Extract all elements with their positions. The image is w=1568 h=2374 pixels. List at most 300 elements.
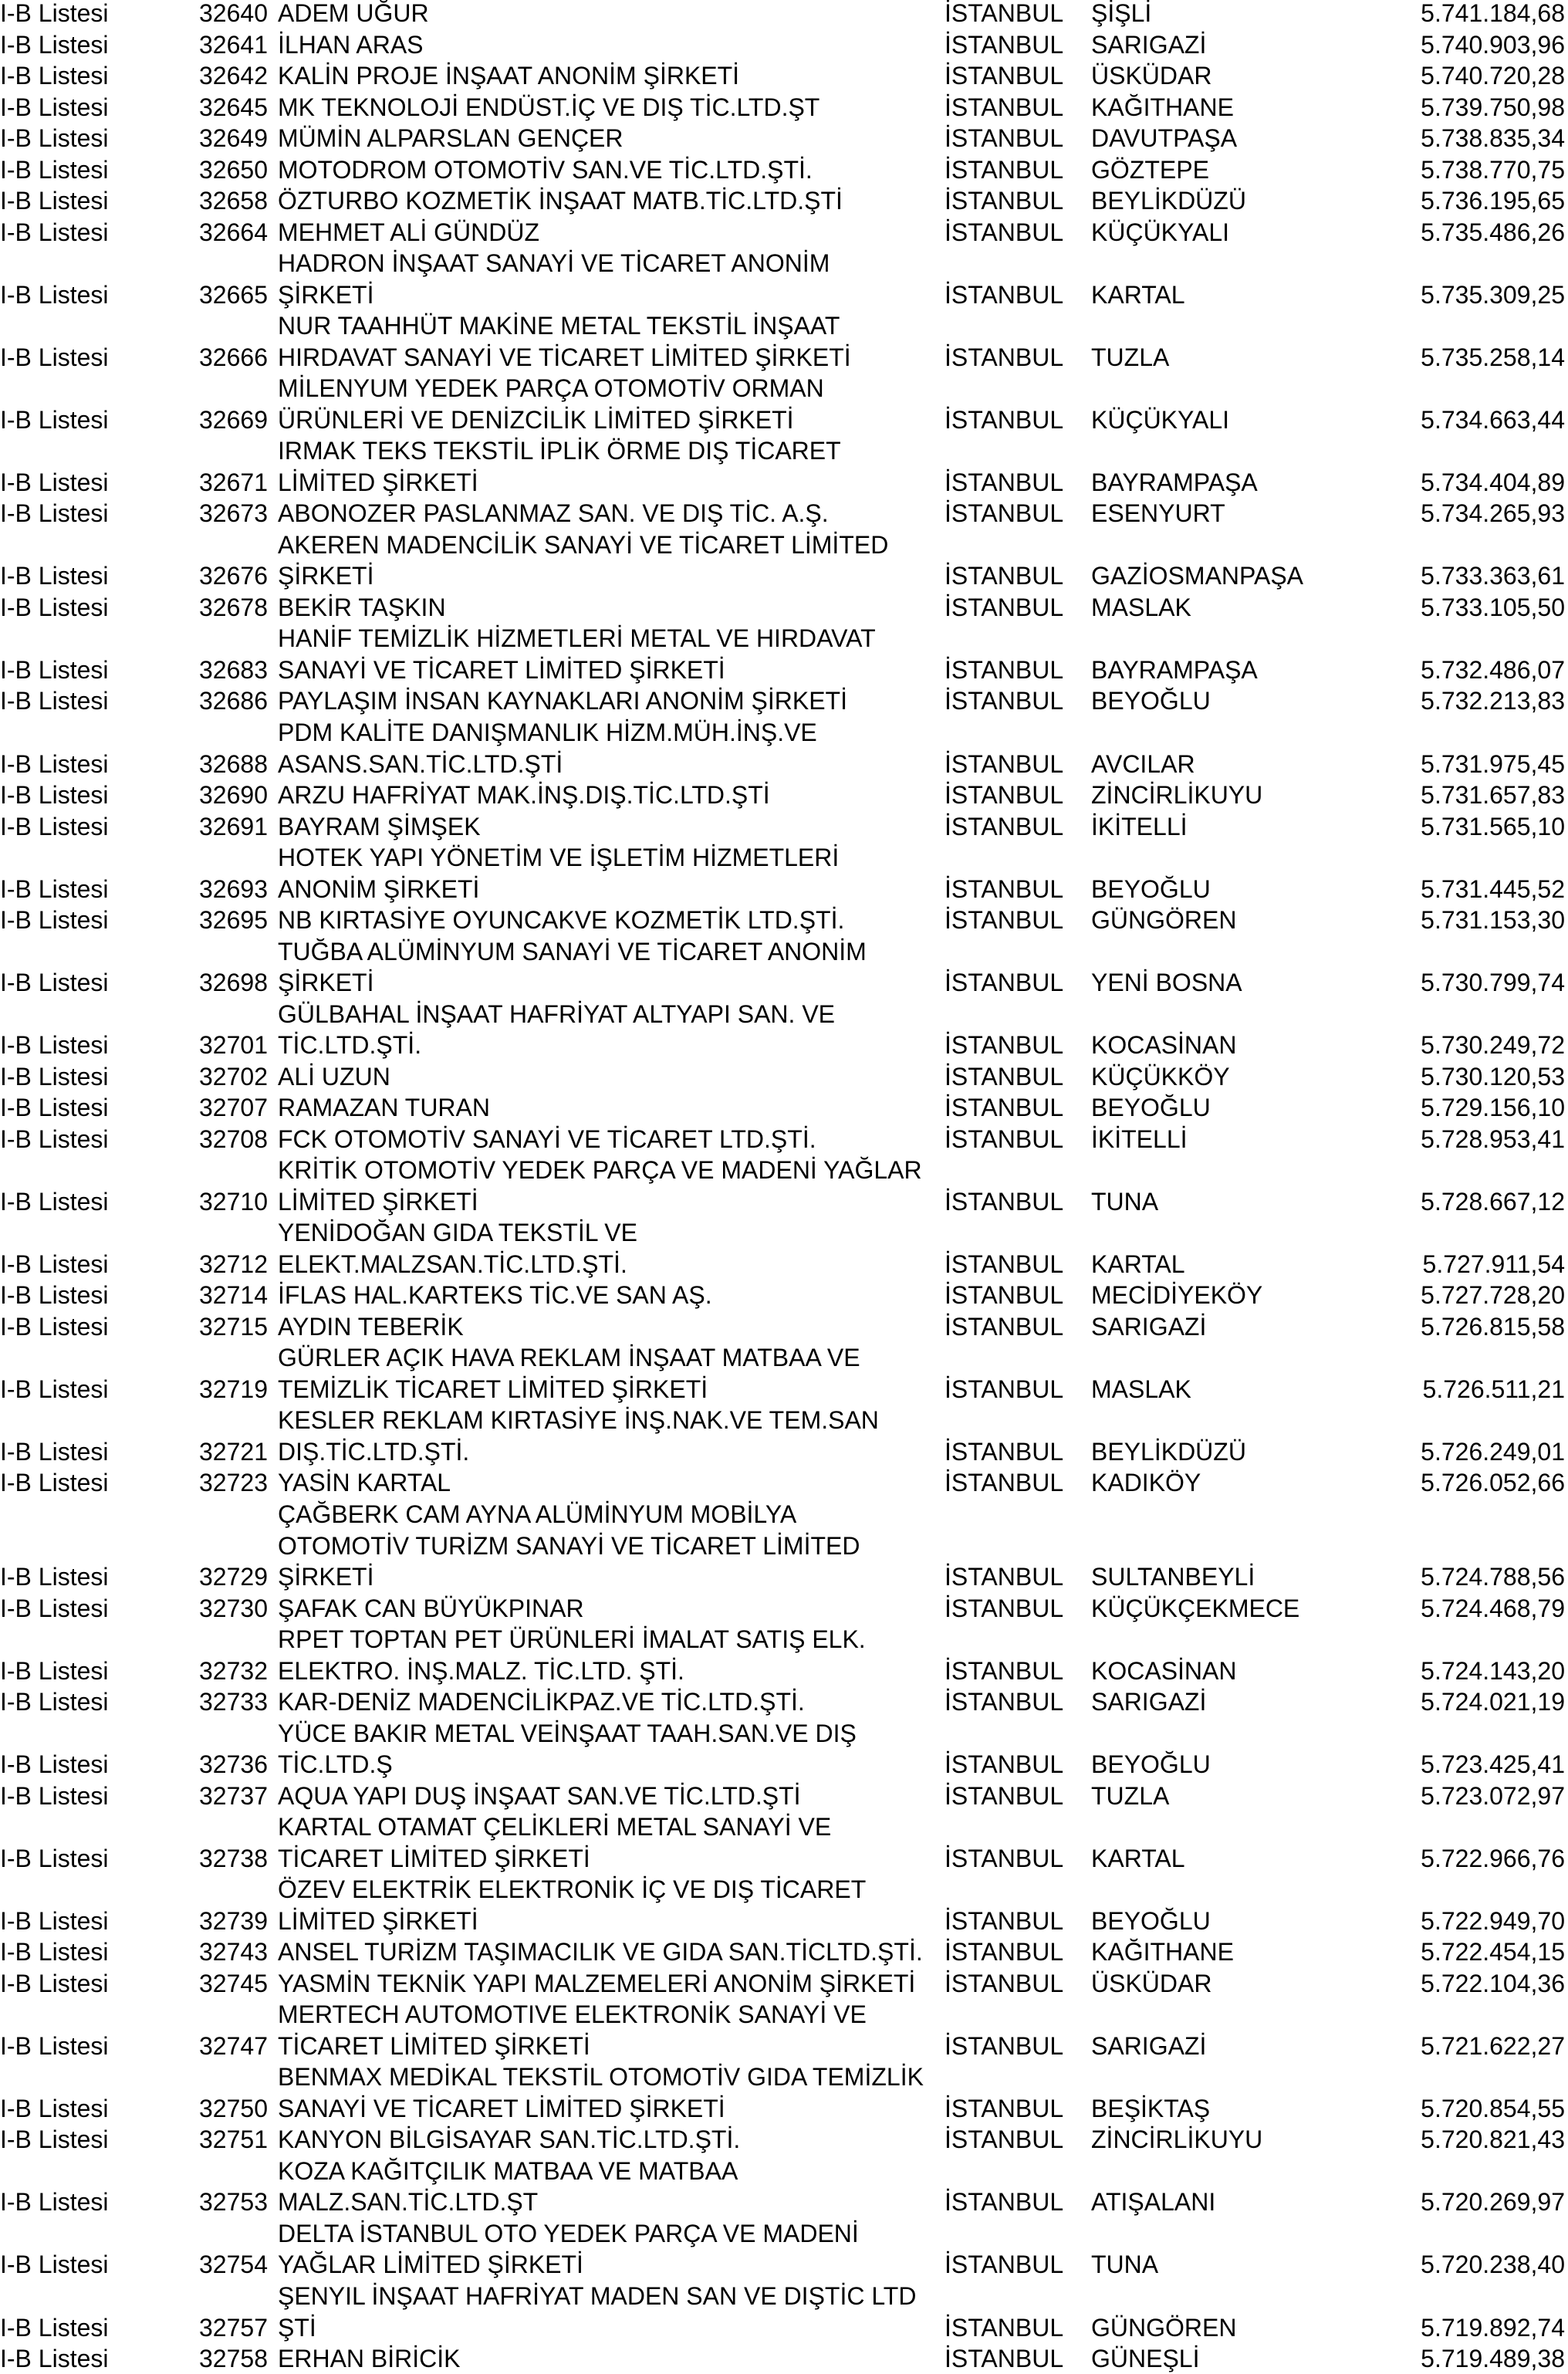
list-label: I-B Listesi [0, 1656, 109, 1685]
table-row [0, 1655, 1568, 1686]
district: KÜÇÜKKÖY [1091, 1062, 1230, 1091]
list-label: I-B Listesi [0, 655, 109, 684]
list-label: I-B Listesi [0, 499, 109, 528]
district: BEYOĞLU [1091, 874, 1211, 903]
table-row [0, 654, 1568, 685]
city: İSTANBUL [945, 969, 1064, 997]
district: KAĞITHANE [1091, 1938, 1234, 1966]
table-row [0, 29, 1568, 60]
table-row-continuation [0, 842, 1568, 873]
record-number: 32664 [199, 218, 268, 246]
city: İSTANBUL [945, 1906, 1064, 1935]
company-name: ŞİRKETİ [278, 562, 374, 590]
city: İSTANBUL [945, 749, 1064, 778]
amount-value: 5.738.770,75 [1421, 155, 1565, 184]
list-label: I-B Listesi [0, 1124, 109, 1153]
company-name: AKEREN MADENCİLİK SANAYİ VE TİCARET LİMİTED [278, 530, 889, 559]
table-row [0, 1780, 1568, 1811]
city: İSTANBUL [945, 1124, 1064, 1153]
table-row-continuation [0, 1499, 1568, 1530]
company-name: FCK OTOMOTİV SANAYİ VE TİCARET LTD.ŞTİ. [278, 1124, 816, 1153]
table-row [0, 279, 1568, 310]
list-label: I-B Listesi [0, 405, 109, 434]
district: DAVUTPAŞA [1091, 124, 1238, 153]
district: MECİDİYEKÖY [1091, 1281, 1263, 1310]
table-row [0, 749, 1568, 779]
city: İSTANBUL [945, 781, 1064, 809]
company-name: LİMİTED ŞİRKETİ [278, 468, 478, 496]
company-name: TEMİZLİK TİCARET LİMİTED ŞİRKETİ [278, 1375, 708, 1403]
district: ESENYURT [1091, 499, 1225, 528]
amount-value: 5.732.213,83 [1421, 687, 1565, 715]
table-row [0, 2343, 1568, 2374]
city: İSTANBUL [945, 1938, 1064, 1966]
record-number: 32743 [199, 1938, 268, 1966]
company-name: YASMİN TEKNİK YAPI MALZEMELERİ ANONİM ŞİRKETİ [278, 1969, 916, 1997]
company-name: ANSEL TURİZM TAŞIMACILIK VE GIDA SAN.TİCLTD.ŞTİ. [278, 1938, 923, 1966]
city: İSTANBUL [945, 62, 1064, 90]
amount-value: 5.721.622,27 [1421, 2031, 1565, 2060]
table-row-continuation [0, 310, 1568, 341]
company-name: RPET TOPTAN PET ÜRÜNLERİ İMALAT SATIŞ ELK. [278, 1625, 866, 1653]
record-number: 32751 [199, 2125, 268, 2154]
company-name: GÜRLER AÇIK HAVA REKLAM İNŞAAT MATBAA VE [278, 1344, 860, 1372]
list-label: I-B Listesi [0, 593, 109, 621]
district: KÜÇÜKÇEKMECE [1091, 1594, 1300, 1622]
list-label: I-B Listesi [0, 781, 109, 809]
amount-value: 5.723.425,41 [1421, 1750, 1565, 1779]
record-number: 32714 [199, 1281, 268, 1310]
district: KOCASİNAN [1091, 1031, 1237, 1060]
district: BEYOĞLU [1091, 1094, 1211, 1122]
record-number: 32707 [199, 1094, 268, 1122]
district: ATIŞALANI [1091, 2188, 1216, 2217]
company-name: ANONİM ŞİRKETİ [278, 874, 480, 903]
amount-value: 5.731.657,83 [1421, 781, 1565, 809]
table-row [0, 1686, 1568, 1717]
table-row-continuation [0, 1624, 1568, 1655]
list-label: I-B Listesi [0, 1594, 109, 1622]
district: GÜNGÖREN [1091, 906, 1237, 935]
district: GÜNGÖREN [1091, 2313, 1237, 2342]
amount-value: 5.728.667,12 [1421, 1187, 1565, 1216]
table-row [0, 685, 1568, 716]
city: İSTANBUL [945, 343, 1064, 371]
city: İSTANBUL [945, 155, 1064, 184]
city: İSTANBUL [945, 499, 1064, 528]
list-label: I-B Listesi [0, 1469, 109, 1497]
amount-value: 5.733.105,50 [1421, 593, 1565, 621]
district: BEYOĞLU [1091, 1750, 1211, 1779]
amount-value: 5.729.156,10 [1421, 1094, 1565, 1122]
table-row-continuation [0, 248, 1568, 279]
amount-value: 5.739.750,98 [1421, 93, 1565, 121]
amount-value: 5.723.072,97 [1421, 1781, 1565, 1810]
company-name: ŞİRKETİ [278, 280, 374, 309]
company-name: MK TEKNOLOJİ ENDÜST.İÇ VE DIŞ TİC.LTD.ŞT [278, 93, 820, 121]
district: ŞİŞLİ [1091, 0, 1152, 27]
list-label: I-B Listesi [0, 1031, 109, 1060]
list-label: I-B Listesi [0, 1906, 109, 1935]
district: İKİTELLİ [1091, 1124, 1188, 1153]
amount-value: 5.719.489,38 [1421, 2345, 1565, 2372]
company-name: ABONOZER PASLANMAZ SAN. VE DIŞ TİC. A.Ş. [278, 499, 829, 528]
list-label: I-B Listesi [0, 1969, 109, 1997]
city: İSTANBUL [945, 1594, 1064, 1622]
table-row [0, 2186, 1568, 2217]
table-row [0, 2093, 1568, 2124]
amount-value: 5.724.021,19 [1421, 1688, 1565, 1716]
list-label: I-B Listesi [0, 1281, 109, 1310]
company-name: AQUA YAPI DUŞ İNŞAAT SAN.VE TİC.LTD.ŞTİ [278, 1781, 801, 1810]
city: İSTANBUL [945, 93, 1064, 121]
company-name: KOZA KAĞITÇILIK MATBAA VE MATBAA [278, 2156, 738, 2185]
table-row [0, 92, 1568, 123]
city: İSTANBUL [945, 1437, 1064, 1466]
table-row [0, 2124, 1568, 2155]
city: İSTANBUL [945, 1563, 1064, 1591]
amount-value: 5.724.788,56 [1421, 1563, 1565, 1591]
table-row-continuation [0, 999, 1568, 1030]
city: İSTANBUL [945, 655, 1064, 684]
table-row [0, 1061, 1568, 1092]
amount-value: 5.724.143,20 [1421, 1656, 1565, 1685]
record-number: 32690 [199, 781, 268, 809]
city: İSTANBUL [945, 1469, 1064, 1497]
table-row-continuation [0, 2281, 1568, 2311]
table-row-continuation [0, 1405, 1568, 1436]
table-row [0, 498, 1568, 529]
table-row-continuation [0, 717, 1568, 748]
district: SARIGAZİ [1091, 2031, 1207, 2060]
record-number: 32753 [199, 2188, 268, 2217]
amount-value: 5.734.265,93 [1421, 499, 1565, 528]
amount-value: 5.726.249,01 [1421, 1437, 1565, 1466]
list-label: I-B Listesi [0, 1938, 109, 1966]
table-row [0, 811, 1568, 842]
city: İSTANBUL [945, 1062, 1064, 1091]
company-name: RAMAZAN TURAN [278, 1094, 490, 1122]
district: TUNA [1091, 2251, 1159, 2279]
company-name: YASİN KARTAL [278, 1469, 451, 1497]
company-name: MİLENYUM YEDEK PARÇA OTOMOTİV ORMAN [278, 374, 824, 403]
district: KÜÇÜKYALI [1091, 218, 1230, 246]
city: İSTANBUL [945, 2031, 1064, 2060]
record-number: 32649 [199, 124, 268, 153]
table-row [0, 467, 1568, 498]
table-row [0, 1186, 1568, 1217]
record-number: 32715 [199, 1312, 268, 1341]
amount-value: 5.722.454,15 [1421, 1938, 1565, 1966]
list-label: I-B Listesi [0, 874, 109, 903]
amount-value: 5.720.269,97 [1421, 2188, 1565, 2217]
company-name: İFLAS HAL.KARTEKS TİC.VE SAN AŞ. [278, 1281, 712, 1310]
company-name: BEKİR TAŞKIN [278, 593, 446, 621]
district: GÖZTEPE [1091, 155, 1209, 184]
company-name: MÜMİN ALPARSLAN GENÇER [278, 124, 623, 153]
table-row-continuation [0, 2218, 1568, 2249]
company-name: OTOMOTİV TURİZM SANAYİ VE TİCARET LİMİTED [278, 1531, 860, 1560]
amount-value: 5.740.903,96 [1421, 30, 1565, 59]
record-number: 32719 [199, 1375, 268, 1403]
list-label: I-B Listesi [0, 62, 109, 90]
record-number: 32698 [199, 969, 268, 997]
list-label: I-B Listesi [0, 1250, 109, 1278]
list-label: I-B Listesi [0, 155, 109, 184]
district: KAĞITHANE [1091, 93, 1234, 121]
table-row [0, 1749, 1568, 1780]
amount-value: 5.736.195,65 [1421, 187, 1565, 215]
amount-value: 5.726.511,21 [1422, 1375, 1565, 1403]
district: BEYOĞLU [1091, 1906, 1211, 1935]
table-row [0, 779, 1568, 810]
table-row [0, 185, 1568, 216]
city: İSTANBUL [945, 1031, 1064, 1060]
table-row-continuation [0, 1874, 1568, 1905]
city: İSTANBUL [945, 1375, 1064, 1403]
table-row [0, 60, 1568, 91]
list-label: I-B Listesi [0, 2031, 109, 2060]
table-row [0, 967, 1568, 998]
record-number: 32686 [199, 687, 268, 715]
district: ZİNCİRLİKUYU [1091, 2125, 1263, 2154]
city: İSTANBUL [945, 405, 1064, 434]
table-row [0, 1561, 1568, 1592]
record-number: 32693 [199, 874, 268, 903]
record-number: 32747 [199, 2031, 268, 2060]
table-row [0, 1436, 1568, 1467]
amount-value: 5.740.720,28 [1421, 62, 1565, 90]
table-row [0, 592, 1568, 623]
list-label: I-B Listesi [0, 30, 109, 59]
city: İSTANBUL [945, 2094, 1064, 2122]
city: İSTANBUL [945, 30, 1064, 59]
list-label: I-B Listesi [0, 93, 109, 121]
table-row-continuation [0, 936, 1568, 967]
record-number: 32645 [199, 93, 268, 121]
record-number: 32721 [199, 1437, 268, 1466]
record-number: 32758 [199, 2345, 268, 2372]
district: ÜSKÜDAR [1091, 62, 1212, 90]
company-name: ERHAN BİRİCİK [278, 2345, 461, 2372]
record-number: 32757 [199, 2313, 268, 2342]
city: İSTANBUL [945, 2188, 1064, 2217]
district: ZİNCİRLİKUYU [1091, 781, 1263, 809]
district: BEYOĞLU [1091, 687, 1211, 715]
company-name: ŞTİ [278, 2313, 316, 2342]
record-number: 32676 [199, 562, 268, 590]
amount-value: 5.722.966,76 [1421, 1844, 1565, 1872]
company-name: PDM KALİTE DANIŞMANLIK HİZM.MÜH.İNŞ.VE [278, 719, 817, 746]
table-row [0, 1906, 1568, 1936]
amount-value: 5.719.892,74 [1421, 2313, 1565, 2342]
city: İSTANBUL [945, 1969, 1064, 1997]
district: BAYRAMPAŞA [1091, 468, 1258, 496]
company-name: SANAYİ VE TİCARET LİMİTED ŞİRKETİ [278, 655, 725, 684]
list-label: I-B Listesi [0, 1312, 109, 1341]
company-name: YENİDOĞAN GIDA TEKSTİL VE [278, 1219, 637, 1247]
company-name: HADRON İNŞAAT SANAYİ VE TİCARET ANONİM [278, 249, 830, 278]
company-name: HOTEK YAPI YÖNETİM VE İŞLETİM HİZMETLERİ [278, 844, 840, 871]
city: İSTANBUL [945, 2345, 1064, 2372]
company-name: AYDIN TEBERİK [278, 1312, 464, 1341]
company-name: TİC.LTD.ŞTİ. [278, 1031, 422, 1060]
table-row-continuation [0, 1999, 1568, 2030]
record-number: 32642 [199, 62, 268, 90]
table-row [0, 1593, 1568, 1624]
amount-value: 5.726.815,58 [1421, 1312, 1565, 1341]
amount-value: 5.732.486,07 [1421, 655, 1565, 684]
list-label: I-B Listesi [0, 218, 109, 246]
district: SARIGAZİ [1091, 30, 1207, 59]
record-number: 32708 [199, 1124, 268, 1153]
amount-value: 5.720.854,55 [1421, 2094, 1565, 2122]
table-row-continuation [0, 623, 1568, 654]
amount-value: 5.727.728,20 [1421, 1281, 1565, 1310]
district: GÜNEŞLİ [1091, 2345, 1200, 2372]
table-row-continuation [0, 529, 1568, 560]
company-name: ÜRÜNLERİ VE DENİZCİLİK LİMİTED ŞİRKETİ [278, 405, 794, 434]
district: SULTANBEYLİ [1091, 1563, 1255, 1591]
record-number: 32723 [199, 1469, 268, 1497]
city: İSTANBUL [945, 218, 1064, 246]
city: İSTANBUL [945, 874, 1064, 903]
company-name: HANİF TEMİZLİK HİZMETLERİ METAL VE HIRDAVAT [278, 624, 876, 653]
amount-value: 5.726.052,66 [1421, 1469, 1565, 1497]
record-number: 32665 [199, 280, 268, 309]
company-name: ÖZTURBO KOZMETİK İNŞAAT MATB.TİC.LTD.ŞTİ [278, 187, 843, 215]
list-label: I-B Listesi [0, 2188, 109, 2217]
table-row-continuation [0, 1811, 1568, 1842]
company-name: ŞAFAK CAN BÜYÜKPINAR [278, 1594, 584, 1622]
company-name: GÜLBAHAL İNŞAAT HAFRİYAT ALTYAPI SAN. VE [278, 999, 835, 1028]
record-number: 32750 [199, 2094, 268, 2122]
amount-value: 5.734.404,89 [1421, 468, 1565, 496]
district: KARTAL [1091, 1250, 1185, 1278]
list-label: I-B Listesi [0, 2313, 109, 2342]
company-name: LİMİTED ŞİRKETİ [278, 1906, 478, 1935]
table-row [0, 342, 1568, 373]
list-label: I-B Listesi [0, 1781, 109, 1810]
district: BEŞİKTAŞ [1091, 2094, 1211, 2122]
district: KADIKÖY [1091, 1469, 1201, 1497]
city: İSTANBUL [945, 1750, 1064, 1779]
record-number: 32688 [199, 749, 268, 778]
amount-value: 5.730.249,72 [1421, 1031, 1565, 1060]
company-name: PAYLAŞIM İNSAN KAYNAKLARI ANONİM ŞİRKETİ [278, 687, 847, 715]
company-name: ASANS.SAN.TİC.LTD.ŞTİ [278, 749, 563, 778]
record-number: 32729 [199, 1563, 268, 1591]
city: İSTANBUL [945, 2313, 1064, 2342]
city: İSTANBUL [945, 2125, 1064, 2154]
city: İSTANBUL [945, 1688, 1064, 1716]
record-number: 32673 [199, 499, 268, 528]
company-name: HIRDAVAT SANAYİ VE TİCARET LİMİTED ŞİRKETİ [278, 343, 851, 371]
amount-value: 5.730.120,53 [1421, 1062, 1565, 1091]
district: İKİTELLİ [1091, 812, 1188, 840]
table-row [0, 2031, 1568, 2061]
list-label: I-B Listesi [0, 343, 109, 371]
company-name: TİCARET LİMİTED ŞİRKETİ [278, 1844, 590, 1872]
amount-value: 5.722.104,36 [1421, 1969, 1565, 1997]
table-row [0, 1374, 1568, 1405]
company-name: ŞİRKETİ [278, 969, 374, 997]
amount-value: 5.731.153,30 [1421, 906, 1565, 935]
table-row-continuation [0, 1530, 1568, 1561]
table-row [0, 560, 1568, 591]
company-name: MOTODROM OTOMOTİV SAN.VE TİC.LTD.ŞTİ. [278, 155, 813, 184]
record-number: 32712 [199, 1250, 268, 1278]
amount-value: 5.735.258,14 [1421, 343, 1565, 371]
city: İSTANBUL [945, 687, 1064, 715]
company-name: ÖZEV ELEKTRİK ELEKTRONİK İÇ VE DIŞ TİCARET [278, 1875, 867, 1904]
company-name: NUR TAAHHÜT MAKİNE METAL TEKSTİL İNŞAAT [278, 312, 840, 340]
list-label: I-B Listesi [0, 1750, 109, 1779]
table-row-continuation [0, 1217, 1568, 1248]
table-row [0, 1124, 1568, 1155]
list-label: I-B Listesi [0, 1094, 109, 1122]
list-label: I-B Listesi [0, 2251, 109, 2279]
table-row-continuation [0, 435, 1568, 466]
city: İSTANBUL [945, 280, 1064, 309]
list-label: I-B Listesi [0, 1437, 109, 1466]
district: KOCASİNAN [1091, 1656, 1237, 1685]
amount-value: 5.727.911,54 [1422, 1250, 1565, 1278]
table-row [0, 0, 1568, 29]
company-name: TİC.LTD.Ş [278, 1750, 393, 1779]
list-label: I-B Listesi [0, 969, 109, 997]
record-number: 32739 [199, 1906, 268, 1935]
amount-value: 5.738.835,34 [1421, 124, 1565, 153]
company-name: DELTA İSTANBUL OTO YEDEK PARÇA VE MADENİ [278, 2219, 859, 2247]
table-row-continuation [0, 1718, 1568, 1749]
company-name: MERTECH AUTOMOTIVE ELEKTRONİK SANAYİ VE [278, 2000, 867, 2029]
company-name: ŞİRKETİ [278, 1563, 374, 1591]
record-number: 32671 [199, 468, 268, 496]
amount-value: 5.735.486,26 [1421, 218, 1565, 246]
table-row [0, 874, 1568, 905]
record-number: 32640 [199, 0, 268, 27]
amount-value: 5.734.663,44 [1421, 405, 1565, 434]
record-number: 32683 [199, 655, 268, 684]
city: İSTANBUL [945, 124, 1064, 153]
list-label: I-B Listesi [0, 124, 109, 153]
company-name: KARTAL OTAMAT ÇELİKLERİ METAL SANAYİ VE [278, 1813, 832, 1841]
city: İSTANBUL [945, 562, 1064, 590]
company-name: YÜCE BAKIR METAL VEİNŞAAT TAAH.SAN.VE DIŞ [278, 1719, 857, 1747]
record-number: 32669 [199, 405, 268, 434]
table-row-continuation [0, 373, 1568, 404]
company-name: MEHMET ALİ GÜNDÜZ [278, 218, 539, 246]
list-label: I-B Listesi [0, 1563, 109, 1591]
company-name: BENMAX MEDİKAL TEKSTİL OTOMOTİV GIDA TEMİZLİK [278, 2063, 924, 2092]
city: İSTANBUL [945, 468, 1064, 496]
district: KARTAL [1091, 280, 1185, 309]
company-name: IRMAK TEKS TEKSTİL İPLİK ÖRME DIŞ TİCARET [278, 437, 841, 465]
district: KARTAL [1091, 1844, 1185, 1872]
city: İSTANBUL [945, 1250, 1064, 1278]
list-label: I-B Listesi [0, 1187, 109, 1216]
record-number: 32678 [199, 593, 268, 621]
district: KÜÇÜKYALI [1091, 405, 1230, 434]
record-number: 32702 [199, 1062, 268, 1091]
district: TUNA [1091, 1187, 1159, 1216]
amount-value: 5.720.821,43 [1421, 2125, 1565, 2154]
company-name: BAYRAM ŞİMŞEK [278, 812, 481, 840]
table-row [0, 1467, 1568, 1498]
district: SARIGAZİ [1091, 1688, 1207, 1716]
table-row [0, 217, 1568, 248]
